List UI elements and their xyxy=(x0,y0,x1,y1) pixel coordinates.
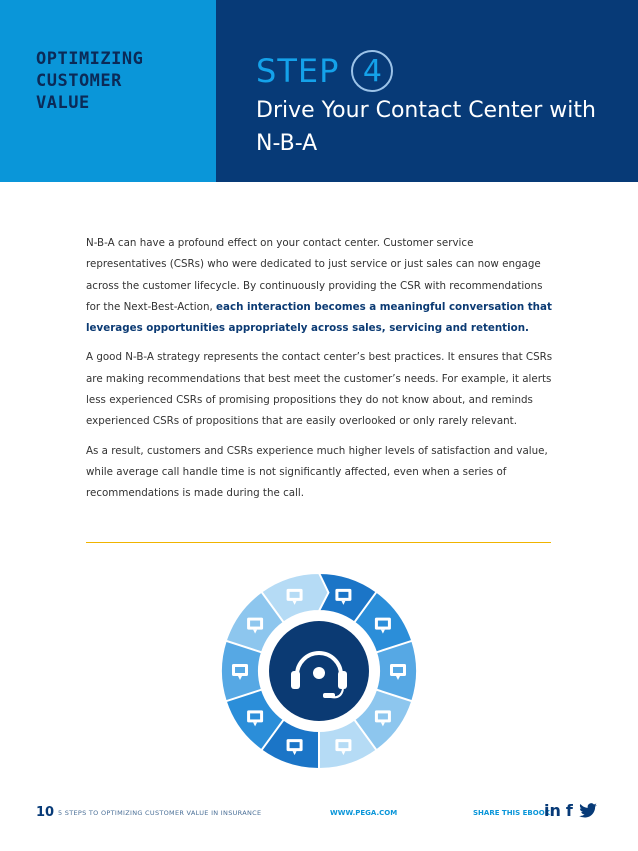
document-title: 5 STEPS TO OPTIMIZING CUSTOMER VALUE IN INSURANCE xyxy=(58,809,262,817)
step-indicator xyxy=(256,50,393,92)
kicker-line: VALUE xyxy=(36,93,90,113)
facebook-icon[interactable]: f xyxy=(565,801,573,820)
social-icons xyxy=(544,801,598,820)
page-number: 10 xyxy=(36,805,55,820)
page-footer xyxy=(36,801,602,825)
contact-center-wheel-illustration xyxy=(219,571,419,771)
body-text xyxy=(86,233,556,513)
linkedin-icon[interactable]: in xyxy=(544,801,561,820)
website-link[interactable]: WWW.PEGA.COM xyxy=(330,809,398,817)
kicker-line: OPTIMIZING xyxy=(36,49,144,69)
paragraph-text: N-B-A can have a profound effect on your contact center. Customer service representatives (CSRs) who were dedicated to just service or just sales can now engage across the customer lifecycle. By continuously providing the CSR with recommendations for the Next-Best-Action, xyxy=(86,237,543,313)
step-number-badge: 4 xyxy=(351,50,393,92)
share-label: SHARE THIS EBOOK: xyxy=(473,809,553,817)
twitter-icon[interactable] xyxy=(578,803,598,819)
kicker-line: CUSTOMER xyxy=(36,71,122,91)
section-divider xyxy=(86,542,551,543)
paragraph: A good N-B-A strategy represents the contact center’s best practices. It ensures that CSRs are making recommendations that best meet the customer’s needs. For example, it alerts less experienced CSRs of promising propositions they do not know about, and reminds experienced CSRs of propositions that are easily overlooked or only rarely relevant. xyxy=(86,351,553,428)
step-label: STEP xyxy=(256,52,340,90)
paragraph xyxy=(86,233,556,339)
emphasis-text: each interaction becomes a meaningful conversation that leverages opportunities appropriately across sales, servicing and retention. xyxy=(86,300,552,335)
header-left-band xyxy=(0,0,216,182)
section-kicker xyxy=(36,48,143,114)
paragraph: As a result, customers and CSRs experience much higher levels of satisfaction and value, while average call handle time is not significantly affected, even when a series of recommendations is made during the call. xyxy=(86,444,548,500)
page-title: Drive Your Contact Center with N-B-A xyxy=(256,98,596,156)
